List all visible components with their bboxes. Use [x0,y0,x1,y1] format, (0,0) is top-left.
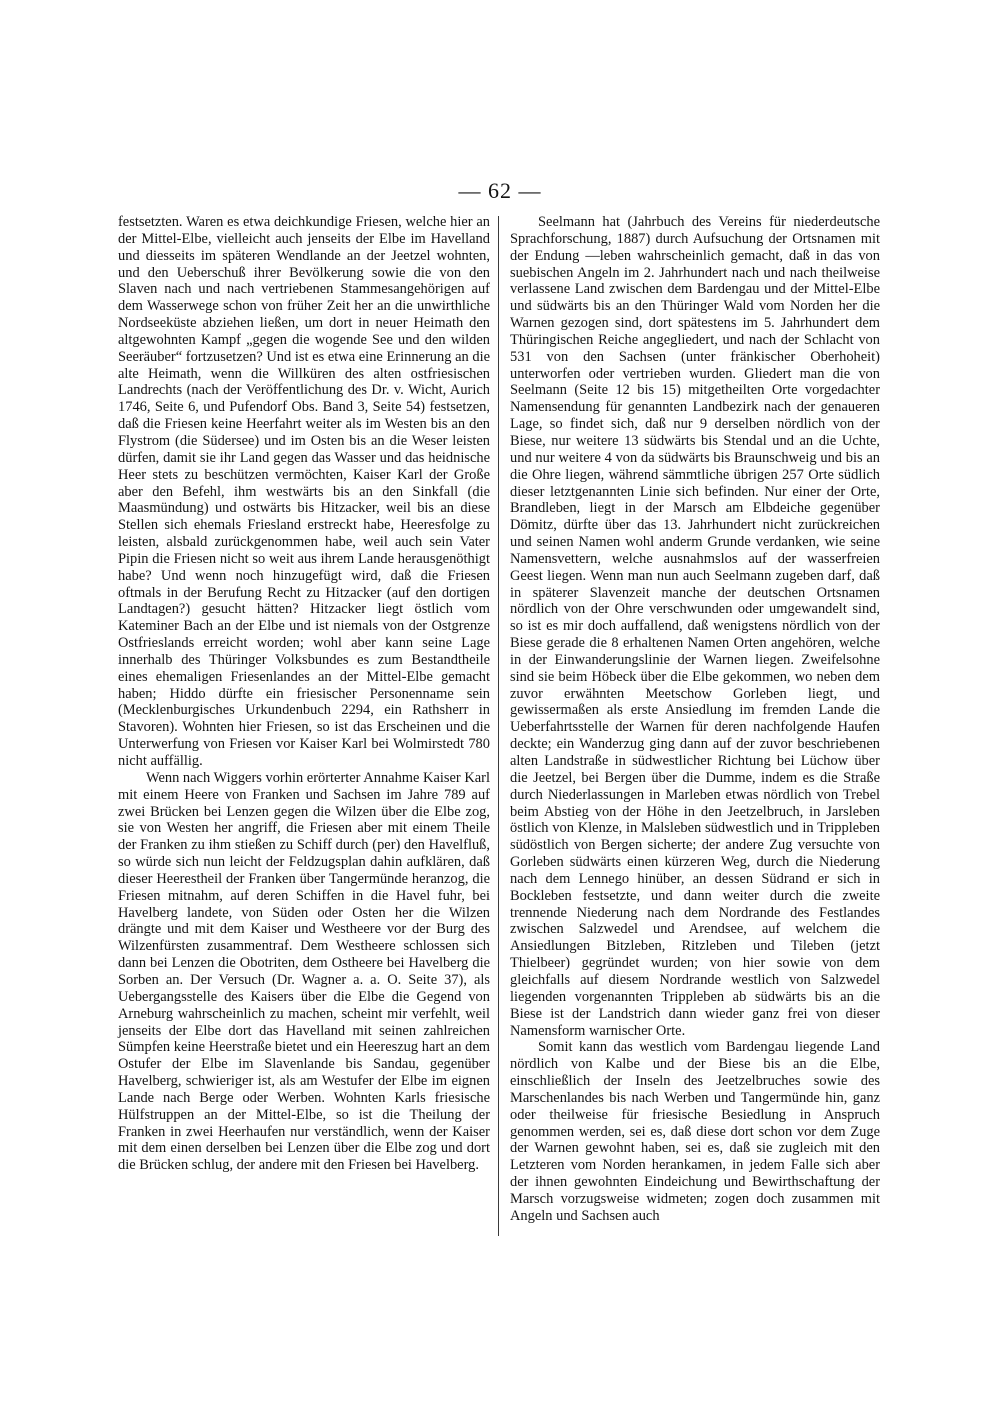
column-divider [498,216,499,1236]
paragraph: festsetzten. Waren es etwa deichkundige Friesen, welche hier an der Mittel-Elbe, vielleicht auch jenseits der Elbe im Havelland und diesseits im späteren Wendlande an der Jeetzel wohnten, und den Ueberschuß ihrer Bevölkerung sowie die von den Slaven nach und nach vertriebenen Stammesangehörigen auf dem Wasserwege schon von früher Zeit her an die unwirthliche Nordseeküste abziehen ließen, um dort in neuer Heimath den altgewohnten Kampf „gegen die wogende See und den wilden Seeräuber“ fortzusetzen? Und ist es etwa eine Erinnerung an die alte Heimath, wenn die Willküren des alten ostfriesischen Landrechts (nach der Veröffentlichung des Dr. v. Wicht, Aurich 1746, Seite 6, und Pufendorf Obs. Band 3, Seite 54) festsetzen, daß die Friesen keine Heerfahrt weiter als im Westen bis an den Flystrom (die Südersee) und im Osten bis an die Weser leisten dürfen, damit sie ihr Land gegen das Wasser und das heidnische Heer stets zu beschützen vermöchten, Kaiser Karl der Große aber den Befehl, ihm westwärts bis an den Sinkfall (die Maasmündung) und ostwärts bis Hitzacker, weil bis an diese Stellen sich ehemals Friesland erstreckt habe, Heeresfolge zu leisten, alsbald zurückgenommen habe, weil auch sein Vater Pipin die Friesen nicht so weit aus ihrem Lande herausgenöthigt habe? Und wenn noch hinzugefügt wird, daß die Friesen oftmals in der Berufung Recht zu Hitzacker (auf den dortigen Landtagen?) gesucht hätten? Hitzacker liegt östlich vom Kateminer Bach an der Elbe und ist niemals von der Ostgrenze Ostfrieslands erreicht worden; wohl aber kann seine Lage innerhalb des Thüringer Volksbundes es zum Bestandtheile eines ehemaligen Friesenlandes an der Mittel-Elbe gemacht haben; Hiddo dürfte ein friesischer Personenname sein (Mecklenburgisches Urkundenbuch 2294, ein Rathsherr in Stavoren). Wohnten hier Friesen, so ist das Erscheinen und die Unterwerfung von Friesen vor Kaiser Karl bei Wolmirstedt 780 nicht auffällig. [118,214,490,769]
right-column [510,214,880,1225]
paragraph: Seelmann hat (Jahrbuch des Vereins für niederdeutsche Sprachforschung, 1887) durch Aufsuchung der Ortsnamen mit der Endung —leben wahrscheinlich gemacht, daß in das von suebischen Angeln im 2. Jahrhundert nach und nach theilweise verlassene Land zwischen dem Bardengau und der Mittel-Elbe und südwärts bis an den Thüringer Wald vom Norden her die Warnen gezogen sind, dort spätestens im 5. Jahrhundert dem Thüringischen Reiche angegliedert, und nach der Schlacht von 531 von den Sachsen (unter fränkischer Oberhoheit) unterworfen oder vertrieben wurden. Gliedert man die von Seelmann (Seite 12 bis 15) mitgetheilten Orte vorgedachter Namensendung für genannten Landbezirk nach der genaueren Lage, so findet sich, daß nur 9 derselben nördlich von der Biese, nur weitere 13 südwärts bis Stendal und an die Uchte, und nur weitere 4 von da südwärts bis Braunschweig und bis an die Ohre liegen, während sämmtliche übrigen 257 Orte südlich dieser letztgenannten Linie sich befinden. Nur einer der Orte, Brandleben, liegt in der Marsch am Elbdeiche gegenüber Dömitz, dürfte über das 13. Jahrhundert nicht zurückreichen und seinen Namen wohl anderm Grunde verdanken, wie seine Namensvettern, welche ausnahmslos auf der wasserfreien Geest liegen. Wenn man nun auch Seelmann zugeben darf, daß in späterer Slavenzeit manche der deutschen Ortsnamen nördlich von der Ohre verschwunden oder umgewandelt sind, so ist es mir doch auffallend, daß wenigstens nördlich von der Biese gerade die 8 erhaltenen Namen Orten angehören, welche in der Einwanderungslinie der Warnen liegen. Zweifelsohne sind sie beim Höbeck über die Elbe gekommen, wo neben dem zuvor erwähnten Meetschow Gorleben liegt, und gewissermaßen als erste Ansiedlung im fremden Lande die Ueberfahrtsstelle der Warnen für deren nachfolgende Haufen deckte; ein Wanderzug ging dann auf der zuvor beschriebenen alten Landstraße in südwestlicher Richtung bei Lüchow über die Jeetzel, bei Bergen über die Dumme, indem es die Straße durch Niederlassungen in Marleben etwas nördlich von Trebel beim Abstieg von der Höhe in den Jeetzelbruch, in Jarsleben östlich von Klenze, in Malsleben südwestlich und in Trippleben südöstlich von Bergen sicherte; der andere Zug versuchte von Gorleben südwärts einen kürzeren Weg, durch die Niederung nach dem Lennego hinüber, an dessen Südrand er sich in Bockleben festsetzte, und dann weiter durch die zweite trennende Niederung nach dem Nordrande des Festlandes zwischen Salzwedel und Arendsee, auf welchem die Ansiedlungen Bitzleben, Ritzleben und Tileben (jetzt Thielbeer) gegründet wurden; von hier sowie von dem gleichfalls auf diesem Nordrande westlich von Salzwedel liegenden vorgenannten Trippleben ab südwärts bis an die Biese ist der Landstrich dann wieder ganz frei von dieser Namensform warnischer Orte. [510,214,880,1039]
paragraph: Somit kann das westlich vom Bardengau liegende Land nördlich von Kalbe und der Biese bis an die Elbe, einschließlich der Inseln des Jeetzelbruches sowie des Marschenlandes bis nach Werben und Tangermünde hin, ganz oder theilweise für friesische Besiedlung in Anspruch genommen werden, sei es, daß diese dort schon vor dem Zuge der Warnen gewohnt haben, sei es, daß sie zugleich mit den Letzteren vom Norden herankamen, in jedem Falle sich aber der ihnen gewohnten Eindeichung und Bewirthschaftung der Marsch vorzugsweise widmeten; zogen doch zusammen mit Angeln und Sachsen auch [510,1039,880,1224]
paragraph: Wenn nach Wiggers vorhin erörterter Annahme Kaiser Karl mit einem Heere von Franken und Sachsen im Jahre 789 auf zwei Brücken bei Lenzen gegen die Wilzen über die Elbe zog, sie von Westen her angriff, die Friesen aber mit einem Theile der Franken zu ihm stießen zu Schiff durch (per) den Havelfluß, so würde sich nun leicht der Feldzugsplan dahin aufklären, daß dieser Heerestheil der Franken über Tangermünde heranzog, die Friesen mitnahm, auf deren Schiffen in die Havel fuhr, bei Havelberg landete, von Süden oder Osten her die Wilzen drängte und mit dem Kaiser und Westheere vor der Burg des Wilzenfürsten zusammentraf. Dem Westheere schlossen sich dann bei Lenzen die Obotriten, dem Ostheere bei Havelberg die Sorben an. Der Versuch (Dr. Wagner a. a. O. Seite 37), als Uebergangsstelle des Kaisers über die Elbe die Gegend von Arneburg wahrscheinlich zu machen, scheint mir verfehlt, weil jenseits der Elbe dort das Havelland mit seinen zahlreichen Sümpfen keine Heerstraße bietet und ein Heereszug hart an dem Ostufer der Elbe im Slavenlande bis Sandau, gegenüber Havelberg, schwieriger ist, als am Westufer der Elbe im eignen Lande nach Berge oder Werben. Wohnten Karls friesische Hülfstruppen an der Mittel-Elbe, so ist die Theilung der Franken in zwei Heerhaufen nur verständlich, wenn der Kaiser mit dem einen derselben bei Lenzen über die Elbe zog und dort die Brücken schlug, der andere mit den Friesen bei Havelberg. [118,769,490,1174]
page-number: — 62 — [458,178,542,203]
left-column [118,214,490,1174]
